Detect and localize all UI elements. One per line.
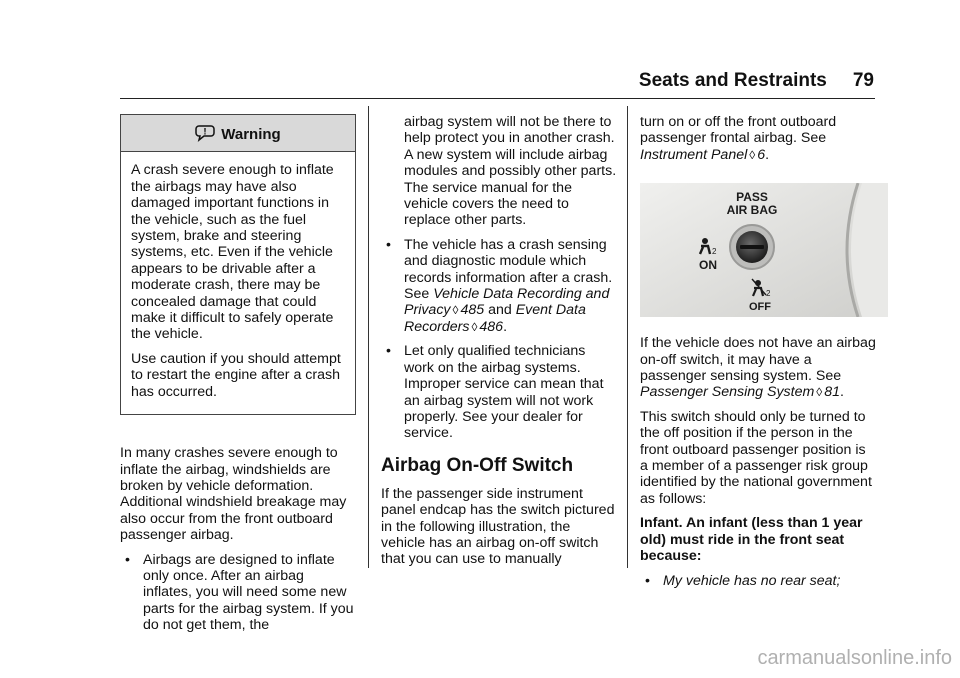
cross-reference-link[interactable]: Instrument Panel [640,146,748,163]
page-number: 79 [852,70,874,91]
page-ref-icon: ◊ [749,147,756,162]
bullet-dot: • [125,551,130,568]
body-paragraph: If the passenger side instrument panel endcap has the switch pictured in the following illustration, the vehicle has an airbag on-off switch that you can use to manually [381,485,615,568]
svg-text:2: 2 [712,247,717,257]
warning-header [121,115,355,152]
bullet-item: • Let only qualified technicians work on the airbag systems. Improper service can mean that an airbag system will not work properly. See your dealer for service. [386,343,604,442]
column-2 [381,114,617,576]
bullet-continuation: airbag system will not be there to help protect you in another crash. A new system will include airbag modules and possibly other parts. The service manual for the vehicle covers the need to replace other parts. [404,114,617,229]
bullet-item: • My vehicle has no rear seat; [645,572,841,589]
warning-title: Warning [221,126,281,143]
warning-icon [195,124,215,142]
cross-reference-link[interactable]: Passenger Sensing System [640,384,815,401]
section-heading: Airbag On-Off Switch [381,454,574,476]
body-paragraph: turn on or off the front outboard passenger frontal airbag. See Instrument Panel ◊ 6. [640,114,837,163]
bullet-dot: • [386,236,391,253]
airbag-switch-photo [640,183,888,317]
airbag-switch-illustration [640,183,888,317]
column-divider [368,106,369,568]
svg-text:OFF: OFF [749,301,771,314]
svg-text:!: ! [203,126,207,137]
warning-paragraph: A crash severe enough to inflate the airbags may have also damaged important functions in the vehicle, such as the fuel system, brake and steering systems, etc. Even if the vehicle appears to be drivable after a moderate crash, there may be concealed damage that could make it difficult to safely operate the vehicle. [131,162,334,343]
column-3 [640,114,876,597]
watermark: carmanualsonline.info [757,647,952,669]
body-paragraph: In many crashes severe enough to inflate the airbag, windshields are broken by vehicle deformation. Additional windshield breakage may also occur from the front outboard passenger airbag. [120,445,347,544]
svg-text:ON: ON [699,258,717,273]
column-1 [120,114,356,642]
warning-body [121,152,355,414]
page-ref-icon: ◊ [816,385,823,400]
cross-reference-link[interactable]: Vehicle Data Recording and Privacy [404,286,610,319]
page-reference[interactable]: 486 [479,318,504,335]
risk-group-heading: Infant. An infant (less than 1 year old) must ride in the front seat because: [640,515,863,565]
bullet-dot: • [645,572,650,589]
page-reference[interactable]: 485 [460,302,485,319]
svg-text:PASS: PASS [736,190,768,205]
page-reference[interactable]: 6 [757,146,766,163]
column-divider [627,106,628,568]
svg-text:2: 2 [766,289,771,299]
bullet-item: • The vehicle has a crash sensing and diagnostic module which records information after a crash. See Vehicle Data Recording and Privacy ◊ 485 and Event Data Recorders ◊ 486. [386,236,613,335]
page-header [639,70,874,92]
body-paragraph: This switch should only be turned to the off position if the person in the front outboard passenger position is a member of a passenger risk group identified by the national government as follows: [640,408,872,507]
bullet-dot: • [386,343,391,360]
body-paragraph: If the vehicle does not have an airbag on-off switch, it may have a passenger sensing system. See Passenger Sensing System ◊ 81. [640,335,876,401]
warning-box [120,114,356,415]
svg-text:AIR BAG: AIR BAG [726,203,778,218]
cross-reference-link[interactable]: Event Data Recorders [404,302,586,335]
page-ref-icon: ◊ [452,303,459,318]
page-reference[interactable]: 81 [824,384,841,401]
page-ref-icon: ◊ [471,319,478,334]
header-rule [120,98,875,99]
bullet-item: • Airbags are designed to inflate only once. After an airbag inflates, you will need some new parts for the airbag system. If you do not get them, the [125,551,354,634]
section-title: Seats and Restraints [638,70,827,91]
warning-paragraph: Use caution if you should attempt to restart the engine after a crash has occurred. [131,350,341,400]
